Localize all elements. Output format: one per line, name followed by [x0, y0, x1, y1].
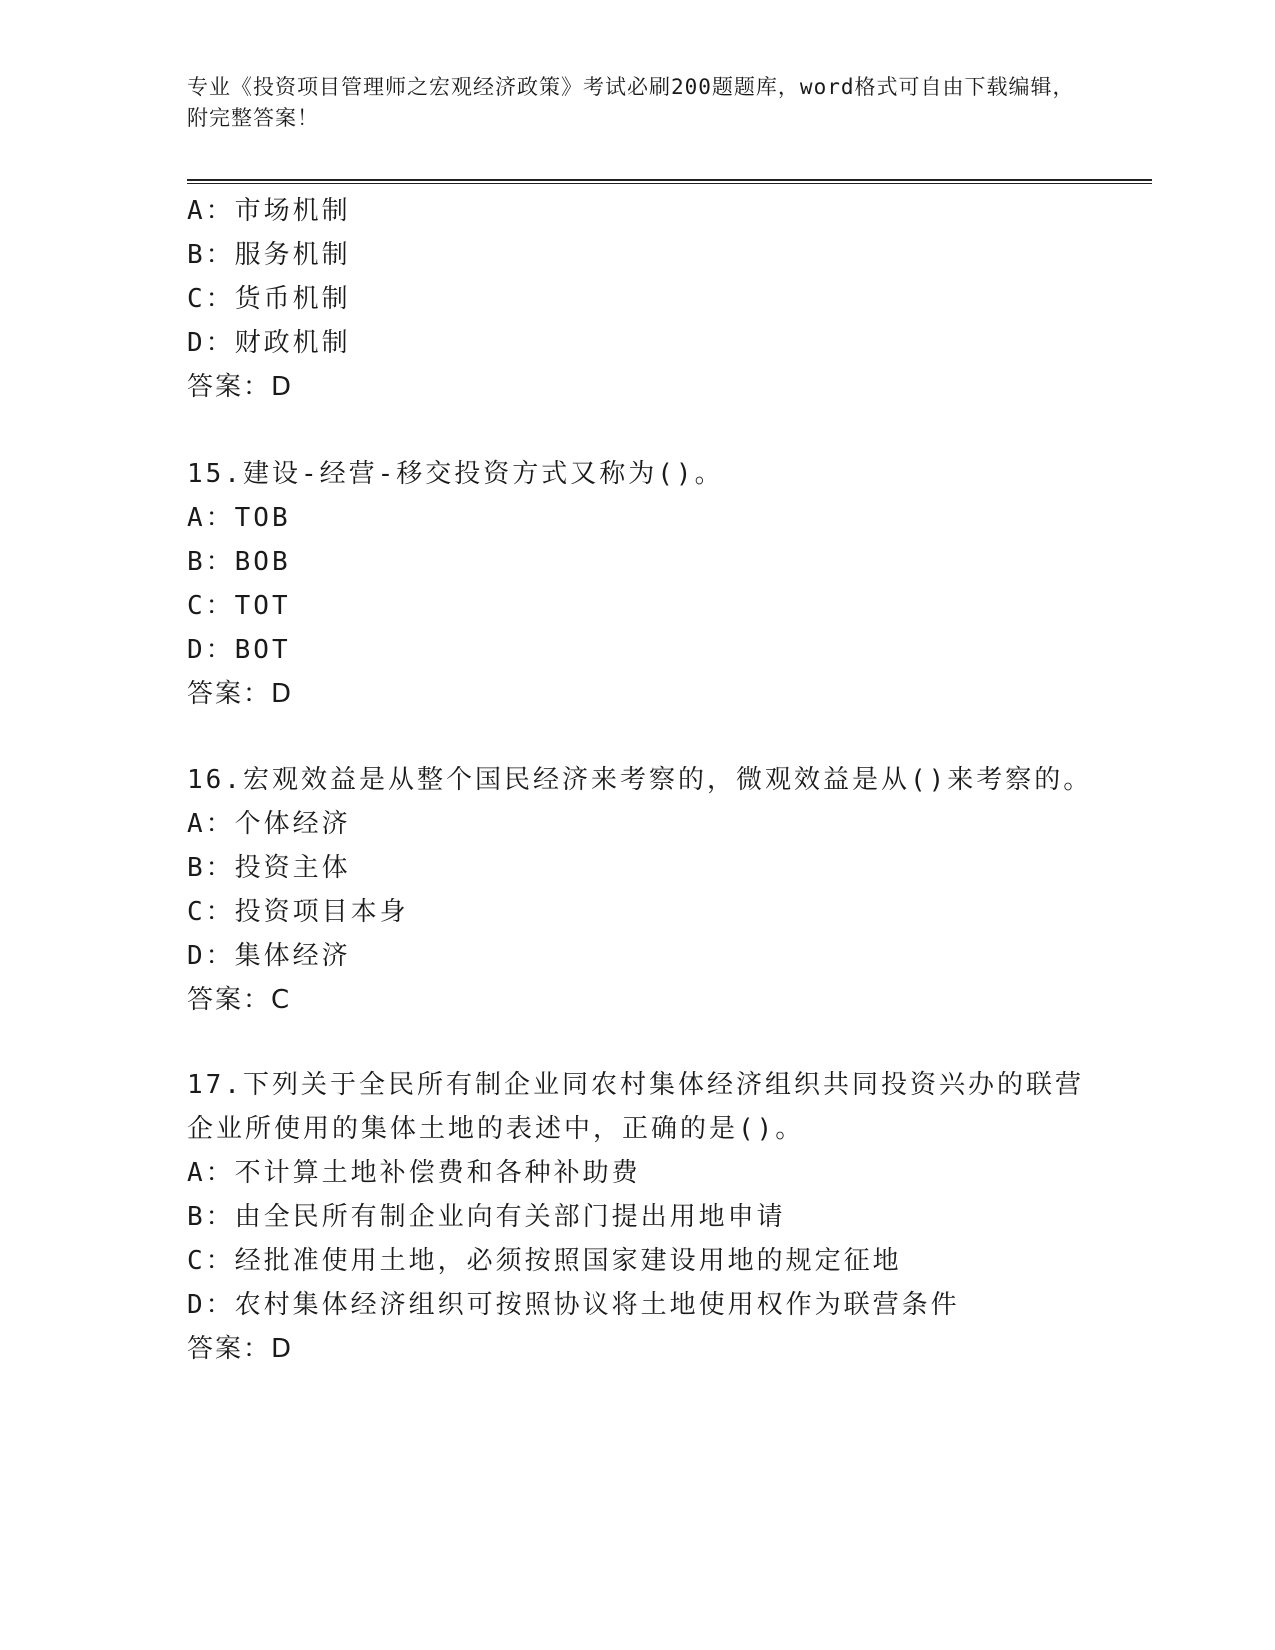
option-c: C：TOT — [187, 591, 291, 621]
option-a: A：不计算土地补偿费和各种补助费 — [187, 1158, 641, 1188]
question-stem: 16.宏观效益是从整个国民经济来考察的，微观效益是从()来考察的。 — [187, 765, 1093, 795]
answer: 答案：D — [187, 679, 294, 709]
answer: 答案：D — [187, 372, 294, 402]
option-d: D：集体经济 — [187, 941, 351, 971]
option-b: B：由全民所有制企业向有关部门提出用地申请 — [187, 1202, 786, 1232]
option-c: C：货币机制 — [187, 284, 351, 314]
option-b: B：BOB — [187, 547, 291, 577]
option-a: A：个体经济 — [187, 809, 351, 839]
document-header: 专业《投资项目管理师之宏观经济政策》考试必刷200题题库，word格式可自由下载编辑，附完整答案！ — [187, 75, 1075, 130]
option-b: B：服务机制 — [187, 240, 351, 270]
option-b: B：投资主体 — [187, 853, 351, 883]
question-stem-line-2: 企业所使用的集体土地的表述中，正确的是()。 — [187, 1114, 805, 1144]
question-stem: 15.建设-经营-移交投资方式又称为()。 — [187, 459, 724, 489]
option-c: C：投资项目本身 — [187, 897, 409, 927]
header-divider — [187, 179, 1152, 184]
option-d: D：财政机制 — [187, 328, 351, 358]
answer: 答案：D — [187, 1334, 294, 1364]
option-a: A：TOB — [187, 503, 291, 533]
option-d: D：BOT — [187, 635, 291, 665]
option-c: C：经批准使用土地，必须按照国家建设用地的规定征地 — [187, 1246, 902, 1276]
question-stem-line-1: 17.下列关于全民所有制企业同农村集体经济组织共同投资兴办的联营 — [187, 1070, 1084, 1100]
option-d: D：农村集体经济组织可按照协议将土地使用权作为联营条件 — [187, 1290, 960, 1320]
answer: 答案：C — [187, 985, 292, 1015]
option-a: A：市场机制 — [187, 196, 351, 226]
